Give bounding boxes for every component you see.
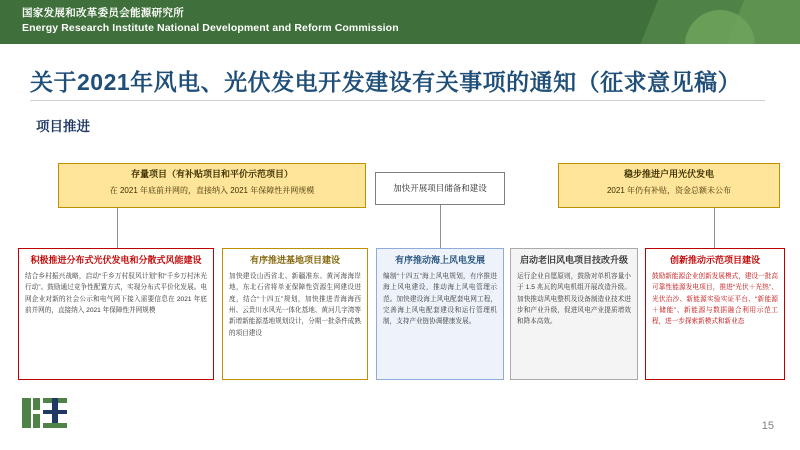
connector-line-existing-projects — [117, 208, 118, 248]
slide-header — [0, 0, 800, 44]
column-base-projects — [222, 248, 368, 380]
connector-line-household-pv — [714, 208, 715, 248]
column-offshore-wind-body: 编制“十四五”海上风电规划，有序推进海上风电建设，推动海上风电管理示范。加快建设海上风电配套电网工程，完善海上风电配套建设和运行管理机制，支持产业链协调健康发展。 — [383, 273, 497, 326]
organization-name — [22, 6, 399, 36]
callout-existing-projects-body: 在 2021 年底前并网的，直接纳入 2021 年保障性并网规模 — [109, 185, 315, 195]
column-distributed-pv-wind-body: 结合乡村振兴战略，启动“千乡万村驭风计划”和“千乡万村沐光行动”。鼓励通过竞争性配置方式，实现分布式平价化发展。电网企业对新的社会公示和电气网下接入需要信息在 2021 年底前并网的，直接纳入 2021 年保障性并网规模 — [25, 273, 207, 315]
connector-line-reserve-construction — [440, 205, 441, 248]
column-innovation-demo-head: 创新推动示范项目建设 — [669, 255, 760, 265]
page-title: 关于2021年风电、光伏发电开发建设有关事项的通知（征求意见稿） — [30, 69, 742, 95]
callout-existing-projects-title: 存量项目（有补贴项目和平价示范项目） — [130, 169, 293, 179]
callout-reserve-construction — [375, 172, 505, 205]
column-distributed-pv-wind — [18, 248, 214, 380]
institute-logo — [22, 394, 74, 432]
callout-household-pv-body: 2021 年仍有补贴，资金总额未公布 — [606, 185, 732, 195]
column-base-projects-head: 有序推进基地项目建设 — [249, 255, 340, 265]
callout-household-pv — [558, 163, 780, 208]
column-offshore-wind — [376, 248, 504, 380]
column-old-wind-upgrade — [510, 248, 638, 380]
column-old-wind-upgrade-body: 运行企业自愿原则，鼓励对单机容量小于 1.5 兆瓦的风电机组开展改造升级。加快推动风电整机及设备制造业技术进步和产业升级，促进风电产业提质增效和降本高效。 — [517, 273, 631, 326]
column-old-wind-upgrade-head: 启动老旧风电项目技改升级 — [519, 255, 628, 265]
section-label: 项目推进 — [36, 119, 90, 134]
column-base-projects-body: 加快建设山西省北、新疆准东、黄河海海岸地，东北石省将单亚保障性资源生网建设进度，结合“十四五”规划，加快推进青海海西州、云贵川水风光一体化基地、黄河几字湾等新增新能源基地规划设计，分期一批条件成熟的项目建设 — [229, 273, 361, 337]
page-number: 15 — [761, 420, 774, 432]
callout-existing-projects — [58, 163, 366, 208]
callout-reserve-construction-title: 加快开展项目储备和建设 — [393, 183, 487, 193]
title-divider — [30, 100, 765, 101]
column-distributed-pv-wind-head: 积极推进分布式光伏发电和分散式风能建设 — [30, 255, 202, 265]
column-innovation-demo-body: 鼓励新能源企业创新发展模式，建设一批高可靠性能源发电项目，推进“光伏＋光热”、光伏治沙、新能源实验实证平台、“新能源＋储能”、新能源与数据融合利用示范工程，进一步探索新模式和新业态 — [652, 273, 778, 326]
organization-name-en: Energy Research Institute National Development and Reform Commission — [22, 22, 399, 35]
column-offshore-wind-head: 有序推动海上风电发展 — [394, 255, 485, 265]
callout-household-pv-title: 稳步推进户用光伏发电 — [623, 169, 714, 179]
column-innovation-demo — [645, 248, 785, 380]
organization-name-cn: 国家发展和改革委员会能源研究所 — [22, 7, 184, 19]
